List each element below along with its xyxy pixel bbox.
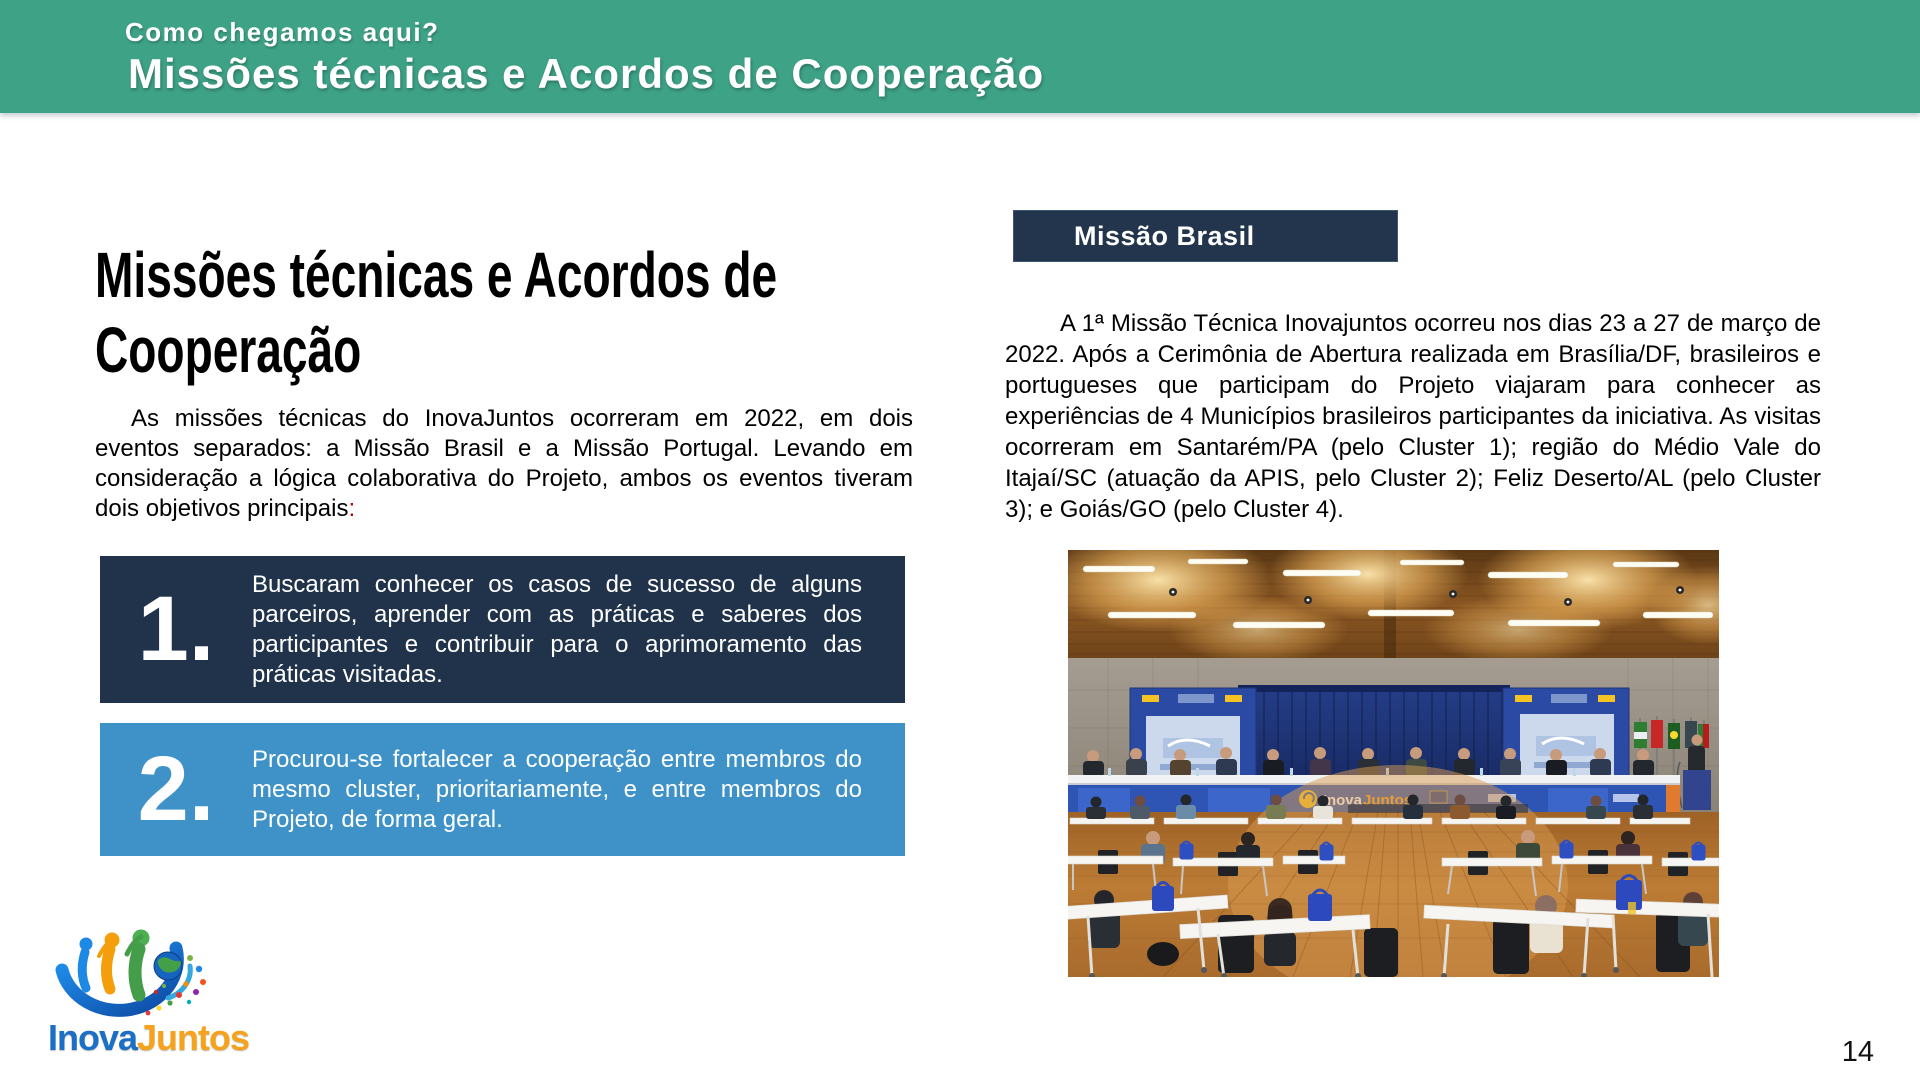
section-title-line2: Cooperação — [95, 314, 362, 386]
objective-2-number: 2. — [137, 738, 215, 841]
intro-paragraph — [95, 404, 913, 524]
missao-brasil-paragraph: A 1ª Missão Técnica Inovajuntos ocorreu nos dias 23 a 27 de março de 2022. Após a Cerimônia de Abertura realizada em Brasília/DF, brasileiros e portugueses que participam do Projeto viajaram para conhecer as experiências de 4 Municípios brasileiros participantes da iniciativa. As visitas ocorreram em Santarém/PA (pelo Cluster 1); região do Médio Vale do Itajaí/SC (atuação da APIS, pelo Cluster 2); Feliz Deserto/AL (pelo Cluster 3); e Goiás/GO (pelo Cluster 4). — [1005, 310, 1821, 523]
objective-1-box — [100, 556, 905, 703]
inovajuntos-logo-mark — [48, 928, 208, 1018]
conference-photo — [1068, 550, 1719, 977]
inovajuntos-logo — [48, 928, 250, 1058]
inovajuntos-wordmark — [48, 1017, 250, 1058]
header-title: Missões técnicas e Acordos de Cooperação — [128, 50, 1045, 97]
section-title-line1: Missões técnicas e Acordos de — [95, 239, 778, 311]
section-title — [95, 238, 777, 388]
intro-text: As missões técnicas do InovaJuntos ocorreram em 2022, em dois eventos separados: a Missão Brasil e a Missão Portugal. Levando em consideração a lógica colaborativa do Projeto, ambos os eventos tiveram dois objetivos principais — [95, 405, 913, 522]
objective-2-text: Procurou-se fortalecer a cooperação entre membros do mesmo cluster, prioritariamente, e entre membros do Projeto, de forma geral. — [252, 745, 862, 833]
page-number: 14 — [1841, 1036, 1874, 1068]
objective-1-text: Buscaram conhecer os casos de sucesso de alguns parceiros, aprender com as práticas e saberes dos participantes e contribuir para o aprimoramento das práticas visitadas. — [252, 570, 862, 688]
objective-1-number: 1. — [137, 578, 215, 681]
header-kicker: Como chegamos aqui? — [125, 17, 440, 47]
objective-2-box — [100, 723, 905, 856]
intro-red-colon: : — [348, 495, 356, 522]
wordmark-inova: Inova — [48, 1017, 138, 1058]
missao-brasil-tag — [1013, 210, 1398, 262]
photo-ceiling — [1068, 550, 1719, 664]
header-band — [0, 0, 1920, 113]
wordmark-juntos: Juntos — [137, 1017, 250, 1058]
missao-brasil-label: Missão Brasil — [1074, 220, 1255, 251]
